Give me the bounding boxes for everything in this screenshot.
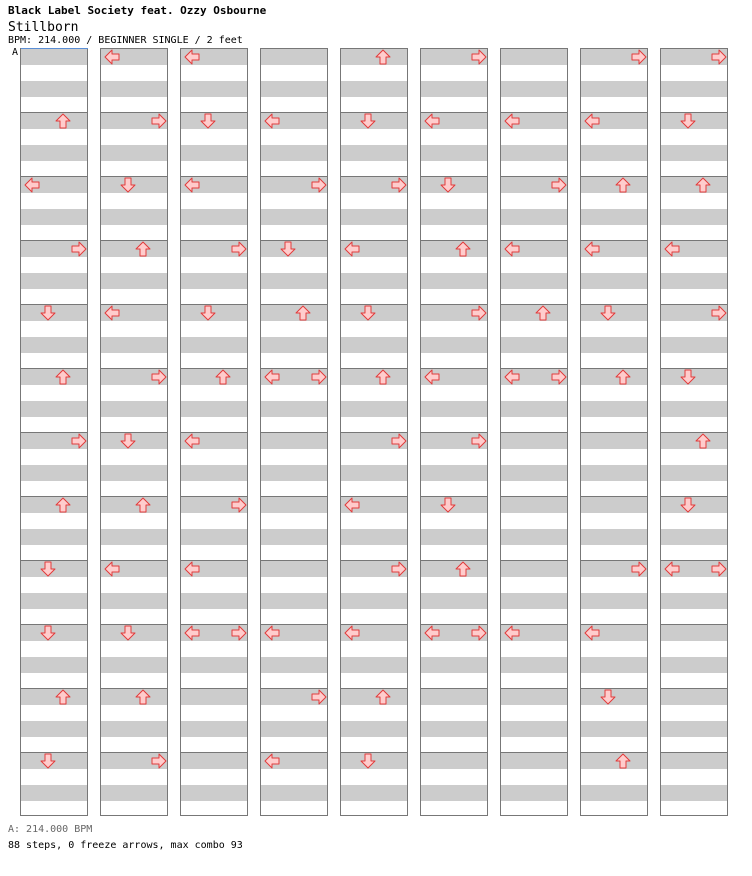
beat-band	[661, 81, 727, 97]
beat-band	[101, 81, 167, 97]
right-arrow-icon	[711, 561, 727, 577]
beat-band	[501, 81, 567, 97]
right-arrow-icon	[231, 625, 247, 641]
beat-band	[421, 561, 487, 577]
up-arrow-icon	[135, 689, 151, 705]
beat-band	[501, 465, 567, 481]
up-arrow-icon	[615, 369, 631, 385]
beat-band	[341, 401, 407, 417]
beat-band	[181, 465, 247, 481]
beat-band	[661, 337, 727, 353]
beat-band	[21, 529, 87, 545]
beat-band	[581, 593, 647, 609]
beat-band	[181, 401, 247, 417]
beat-band	[341, 369, 407, 385]
chart-column	[660, 48, 728, 816]
left-arrow-icon	[664, 561, 680, 577]
beat-band	[581, 209, 647, 225]
beat-band	[181, 145, 247, 161]
beat-band	[421, 689, 487, 705]
measure-line	[421, 560, 487, 561]
measure-line	[21, 688, 87, 689]
right-arrow-icon	[391, 177, 407, 193]
chart-column	[420, 48, 488, 816]
left-arrow-icon	[584, 625, 600, 641]
beat-band	[421, 81, 487, 97]
beat-band	[21, 401, 87, 417]
right-arrow-icon	[151, 113, 167, 129]
measure-line	[581, 496, 647, 497]
beat-band	[261, 561, 327, 577]
beat-band	[21, 369, 87, 385]
chart-column	[100, 48, 168, 816]
right-arrow-icon	[551, 369, 567, 385]
chart-meta: BPM: 214.000 / BEGINNER SINGLE / 2 feet	[8, 35, 243, 46]
beat-band	[101, 785, 167, 801]
beat-band	[341, 209, 407, 225]
measure-line	[421, 240, 487, 241]
up-arrow-icon	[615, 753, 631, 769]
beat-band	[421, 209, 487, 225]
beat-band	[581, 81, 647, 97]
beat-band	[501, 497, 567, 513]
right-arrow-icon	[471, 625, 487, 641]
beat-band	[101, 689, 167, 705]
measure-line	[261, 432, 327, 433]
beat-band	[501, 689, 567, 705]
beat-band	[581, 337, 647, 353]
beat-band	[661, 529, 727, 545]
beat-band	[581, 657, 647, 673]
beat-band	[341, 145, 407, 161]
left-arrow-icon	[584, 241, 600, 257]
beat-band	[501, 305, 567, 321]
chart-column	[20, 48, 88, 816]
beat-band	[261, 209, 327, 225]
beat-band	[101, 337, 167, 353]
beat-band	[421, 465, 487, 481]
up-arrow-icon	[295, 305, 311, 321]
beat-band	[581, 433, 647, 449]
beat-band	[261, 593, 327, 609]
left-arrow-icon	[424, 369, 440, 385]
beat-band	[501, 753, 567, 769]
beat-band	[501, 433, 567, 449]
beat-band	[341, 689, 407, 705]
beat-band	[181, 273, 247, 289]
up-arrow-icon	[615, 177, 631, 193]
beat-band	[581, 401, 647, 417]
beat-band	[581, 721, 647, 737]
beat-band	[501, 145, 567, 161]
beat-band	[21, 497, 87, 513]
down-arrow-icon	[120, 433, 136, 449]
right-arrow-icon	[71, 241, 87, 257]
beat-band	[421, 241, 487, 257]
right-arrow-icon	[231, 497, 247, 513]
measure-line	[21, 496, 87, 497]
beat-band	[501, 49, 567, 65]
beat-band	[21, 49, 87, 65]
chart-column	[340, 48, 408, 816]
down-arrow-icon	[40, 305, 56, 321]
right-arrow-icon	[631, 49, 647, 65]
beat-band	[421, 529, 487, 545]
footer-stats: 88 steps, 0 freeze arrows, max combo 93	[8, 840, 243, 851]
right-arrow-icon	[391, 561, 407, 577]
measure-line	[581, 176, 647, 177]
beat-band	[501, 593, 567, 609]
beat-band	[581, 785, 647, 801]
beat-band	[21, 721, 87, 737]
beat-band	[261, 657, 327, 673]
measure-line	[101, 688, 167, 689]
measure-line	[661, 624, 727, 625]
measure-line	[581, 432, 647, 433]
beat-band	[21, 273, 87, 289]
left-arrow-icon	[104, 49, 120, 65]
beat-band	[421, 337, 487, 353]
right-arrow-icon	[711, 305, 727, 321]
up-arrow-icon	[535, 305, 551, 321]
beat-band	[581, 369, 647, 385]
beat-band	[501, 561, 567, 577]
beat-band	[181, 657, 247, 673]
song-title: Stillborn	[8, 20, 79, 35]
beat-band	[21, 785, 87, 801]
right-arrow-icon	[231, 241, 247, 257]
measure-line	[261, 496, 327, 497]
beat-band	[421, 401, 487, 417]
beat-band	[661, 625, 727, 641]
song-artist: Black Label Society feat. Ozzy Osbourne	[8, 4, 267, 17]
beat-band	[261, 785, 327, 801]
beat-band	[181, 529, 247, 545]
beat-band	[661, 273, 727, 289]
left-arrow-icon	[184, 561, 200, 577]
beat-band	[661, 209, 727, 225]
beat-band	[181, 209, 247, 225]
left-arrow-icon	[184, 177, 200, 193]
down-arrow-icon	[280, 241, 296, 257]
measure-line	[581, 752, 647, 753]
measure-line	[501, 432, 567, 433]
left-arrow-icon	[504, 369, 520, 385]
measure-line	[581, 368, 647, 369]
beat-band	[181, 593, 247, 609]
measure-line	[101, 240, 167, 241]
down-arrow-icon	[680, 497, 696, 513]
beat-band	[661, 785, 727, 801]
beat-band	[181, 785, 247, 801]
beat-band	[421, 785, 487, 801]
beat-band	[661, 401, 727, 417]
beat-band	[181, 753, 247, 769]
beat-band	[501, 721, 567, 737]
segment-label: A	[12, 47, 19, 58]
beat-band	[261, 145, 327, 161]
beat-band	[101, 145, 167, 161]
beat-band	[341, 721, 407, 737]
chart-column	[260, 48, 328, 816]
beat-band	[101, 657, 167, 673]
down-arrow-icon	[440, 177, 456, 193]
left-arrow-icon	[104, 561, 120, 577]
left-arrow-icon	[24, 177, 40, 193]
measure-line	[181, 688, 247, 689]
measure-line	[661, 176, 727, 177]
left-arrow-icon	[264, 369, 280, 385]
measure-line	[501, 496, 567, 497]
beat-band	[101, 209, 167, 225]
beat-band	[421, 593, 487, 609]
measure-line	[101, 496, 167, 497]
beat-band	[101, 273, 167, 289]
measure-line	[421, 688, 487, 689]
up-arrow-icon	[375, 369, 391, 385]
up-arrow-icon	[135, 497, 151, 513]
down-arrow-icon	[600, 689, 616, 705]
beat-band	[21, 689, 87, 705]
beat-band	[501, 529, 567, 545]
up-arrow-icon	[695, 433, 711, 449]
beat-band	[101, 241, 167, 257]
beat-band	[101, 529, 167, 545]
up-arrow-icon	[695, 177, 711, 193]
left-arrow-icon	[504, 625, 520, 641]
right-arrow-icon	[471, 433, 487, 449]
beat-band	[181, 369, 247, 385]
down-arrow-icon	[120, 625, 136, 641]
beat-band	[341, 785, 407, 801]
beat-band	[101, 401, 167, 417]
left-arrow-icon	[344, 241, 360, 257]
beat-band	[421, 753, 487, 769]
left-arrow-icon	[344, 625, 360, 641]
beat-band	[21, 465, 87, 481]
up-arrow-icon	[455, 241, 471, 257]
left-arrow-icon	[424, 625, 440, 641]
left-arrow-icon	[584, 113, 600, 129]
right-arrow-icon	[311, 369, 327, 385]
beat-band	[341, 273, 407, 289]
beat-band	[261, 721, 327, 737]
beat-band	[661, 465, 727, 481]
beat-band	[101, 465, 167, 481]
up-arrow-icon	[55, 113, 71, 129]
down-arrow-icon	[40, 753, 56, 769]
measure-line	[501, 304, 567, 305]
beat-band	[661, 177, 727, 193]
up-arrow-icon	[455, 561, 471, 577]
beat-band	[21, 209, 87, 225]
measure-line	[501, 752, 567, 753]
up-arrow-icon	[55, 689, 71, 705]
beat-band	[501, 209, 567, 225]
measure-line	[261, 560, 327, 561]
beat-band	[341, 529, 407, 545]
beat-band	[341, 337, 407, 353]
beat-band	[261, 81, 327, 97]
beat-band	[581, 273, 647, 289]
beat-band	[581, 465, 647, 481]
down-arrow-icon	[40, 625, 56, 641]
measure-line	[661, 752, 727, 753]
down-arrow-icon	[600, 305, 616, 321]
up-arrow-icon	[375, 689, 391, 705]
beat-band	[261, 465, 327, 481]
footer-bpm: A: 214.000 BPM	[8, 824, 93, 835]
beat-band	[341, 81, 407, 97]
measure-line	[661, 688, 727, 689]
beat-band	[101, 497, 167, 513]
left-arrow-icon	[104, 305, 120, 321]
down-arrow-icon	[680, 369, 696, 385]
right-arrow-icon	[471, 49, 487, 65]
beat-band	[181, 721, 247, 737]
down-arrow-icon	[40, 561, 56, 577]
beat-band	[341, 593, 407, 609]
measure-line	[421, 752, 487, 753]
down-arrow-icon	[200, 113, 216, 129]
beat-band	[661, 753, 727, 769]
left-arrow-icon	[264, 753, 280, 769]
right-arrow-icon	[551, 177, 567, 193]
beat-band	[101, 593, 167, 609]
beat-band	[501, 785, 567, 801]
measure-line	[21, 368, 87, 369]
beat-band	[21, 657, 87, 673]
beat-band	[261, 273, 327, 289]
beat-band	[21, 113, 87, 129]
beat-band	[501, 337, 567, 353]
left-arrow-icon	[184, 49, 200, 65]
beat-band	[261, 529, 327, 545]
up-arrow-icon	[375, 49, 391, 65]
up-arrow-icon	[135, 241, 151, 257]
measure-line	[341, 368, 407, 369]
right-arrow-icon	[151, 369, 167, 385]
down-arrow-icon	[680, 113, 696, 129]
beat-band	[661, 145, 727, 161]
left-arrow-icon	[344, 497, 360, 513]
beat-band	[261, 401, 327, 417]
beat-band	[661, 433, 727, 449]
left-arrow-icon	[504, 113, 520, 129]
left-arrow-icon	[424, 113, 440, 129]
left-arrow-icon	[264, 625, 280, 641]
beat-band	[581, 529, 647, 545]
left-arrow-icon	[504, 241, 520, 257]
right-arrow-icon	[311, 689, 327, 705]
beat-band	[661, 657, 727, 673]
measure-line	[661, 432, 727, 433]
beat-band	[581, 753, 647, 769]
right-arrow-icon	[631, 561, 647, 577]
beat-band	[581, 497, 647, 513]
measure-line	[261, 304, 327, 305]
beat-band	[421, 721, 487, 737]
beat-band	[661, 689, 727, 705]
beat-band	[581, 177, 647, 193]
left-arrow-icon	[184, 625, 200, 641]
down-arrow-icon	[120, 177, 136, 193]
right-arrow-icon	[711, 49, 727, 65]
beat-band	[21, 337, 87, 353]
down-arrow-icon	[440, 497, 456, 513]
right-arrow-icon	[71, 433, 87, 449]
chart-column	[180, 48, 248, 816]
down-arrow-icon	[360, 113, 376, 129]
chart-column	[500, 48, 568, 816]
beat-band	[21, 593, 87, 609]
beat-band	[261, 49, 327, 65]
beat-band	[21, 81, 87, 97]
beat-band	[421, 145, 487, 161]
segment-marker-line	[21, 48, 88, 49]
beat-band	[261, 337, 327, 353]
measure-line	[181, 752, 247, 753]
left-arrow-icon	[264, 113, 280, 129]
beat-band	[501, 657, 567, 673]
up-arrow-icon	[55, 369, 71, 385]
measure-line	[341, 688, 407, 689]
left-arrow-icon	[664, 241, 680, 257]
right-arrow-icon	[391, 433, 407, 449]
beat-band	[421, 657, 487, 673]
measure-line	[501, 560, 567, 561]
beat-band	[501, 401, 567, 417]
beat-band	[341, 49, 407, 65]
beat-band	[181, 689, 247, 705]
beat-band	[341, 465, 407, 481]
up-arrow-icon	[215, 369, 231, 385]
beat-band	[101, 721, 167, 737]
beat-band	[661, 721, 727, 737]
down-arrow-icon	[200, 305, 216, 321]
beat-band	[661, 593, 727, 609]
measure-line	[181, 368, 247, 369]
beat-band	[261, 305, 327, 321]
beat-band	[261, 497, 327, 513]
beat-band	[501, 273, 567, 289]
left-arrow-icon	[184, 433, 200, 449]
measure-line	[21, 112, 87, 113]
down-arrow-icon	[360, 305, 376, 321]
beat-band	[581, 145, 647, 161]
beat-band	[21, 145, 87, 161]
up-arrow-icon	[55, 497, 71, 513]
beat-band	[181, 337, 247, 353]
right-arrow-icon	[471, 305, 487, 321]
beat-band	[261, 433, 327, 449]
beat-band	[421, 273, 487, 289]
chart-column	[580, 48, 648, 816]
beat-band	[341, 657, 407, 673]
right-arrow-icon	[151, 753, 167, 769]
down-arrow-icon	[360, 753, 376, 769]
right-arrow-icon	[311, 177, 327, 193]
beat-band	[181, 81, 247, 97]
measure-line	[501, 688, 567, 689]
